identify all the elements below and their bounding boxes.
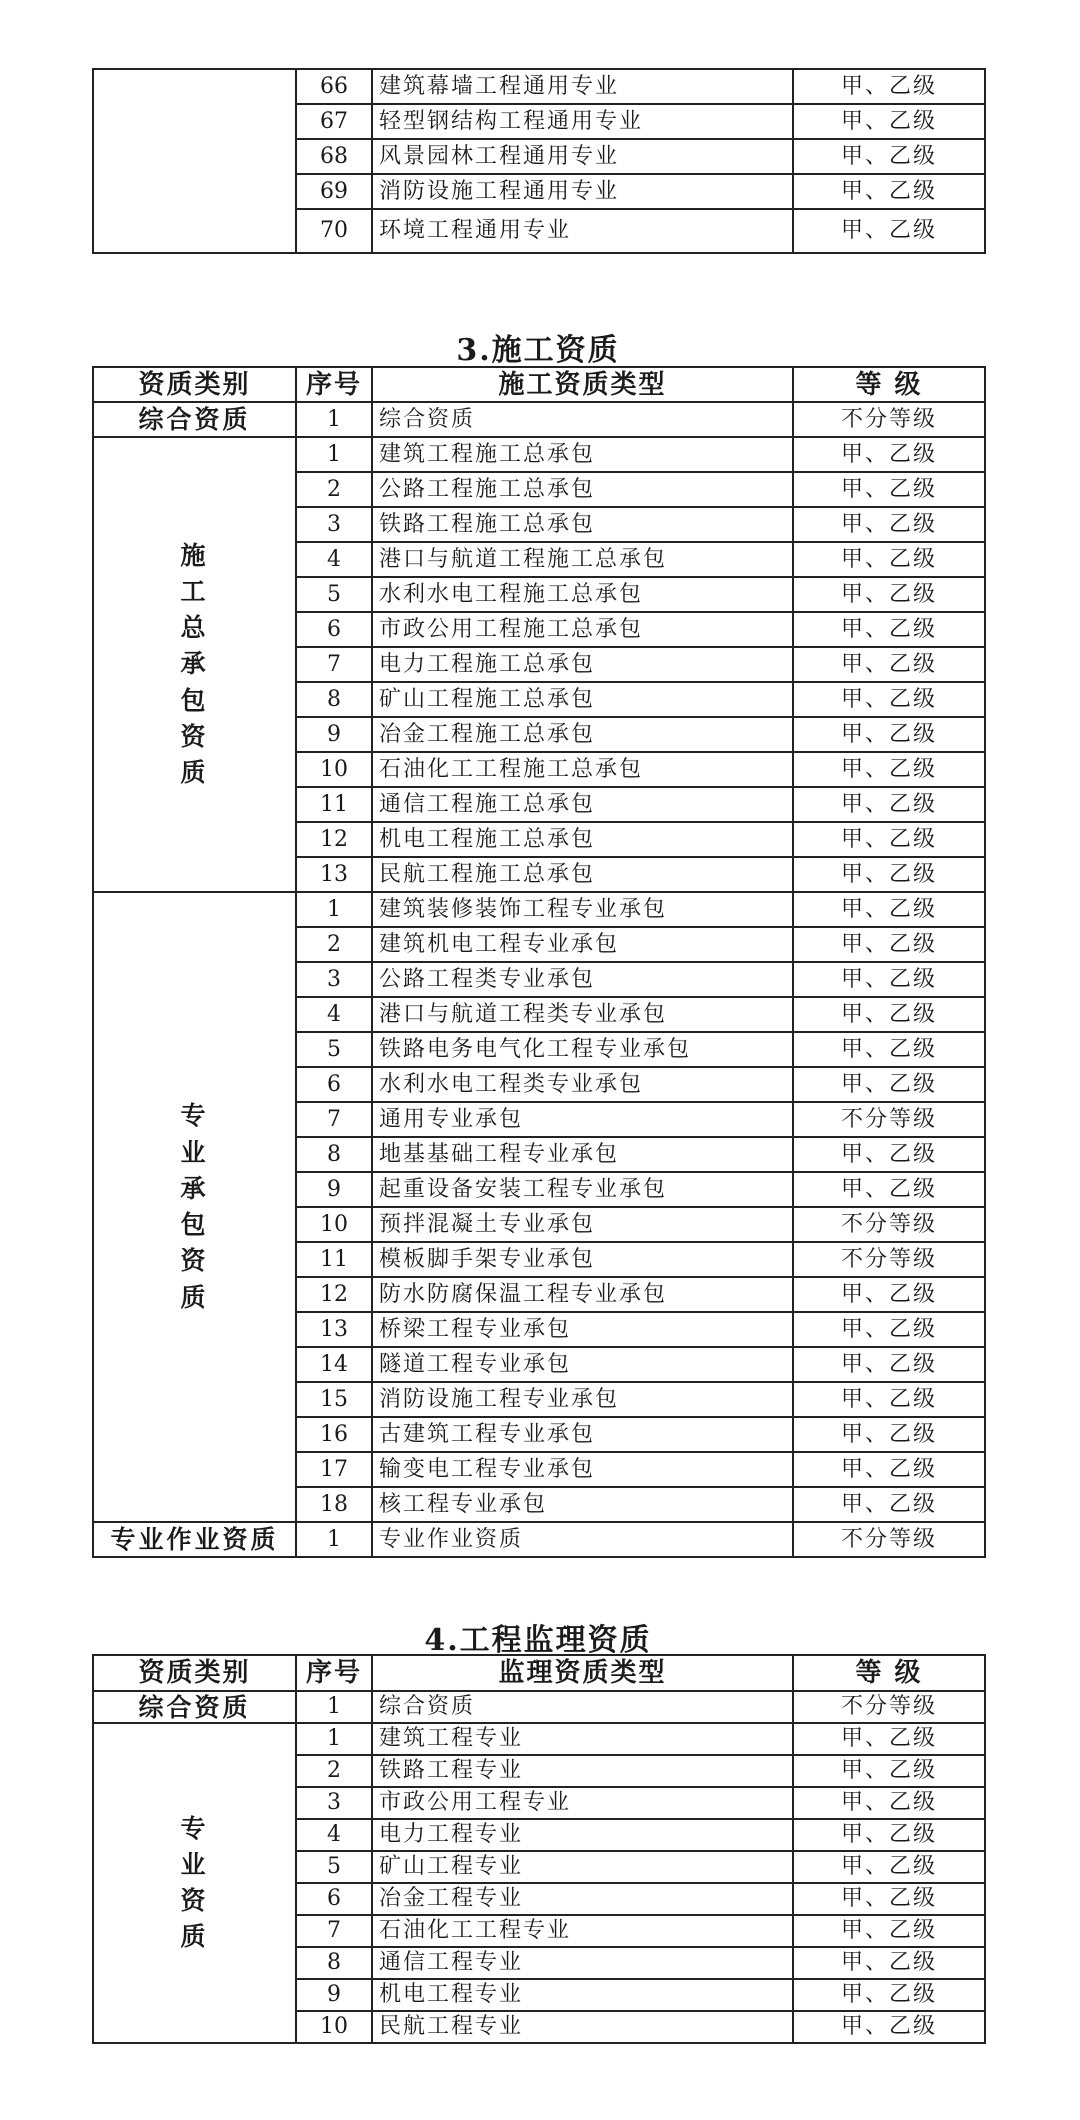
qualification-type: 风景园林工程通用专业 (372, 139, 793, 174)
qualification-type: 石油化工工程施工总承包 (372, 752, 793, 787)
row-number: 4 (296, 997, 372, 1032)
grade: 甲、乙级 (793, 1067, 985, 1102)
construction-table-body (93, 402, 985, 1557)
category-char: 业 (180, 1849, 209, 1879)
row-number: 5 (296, 1851, 372, 1883)
design-table-body (93, 69, 985, 253)
category-char: 质 (180, 1282, 209, 1312)
grade: 甲、乙级 (793, 1819, 985, 1851)
category-char: 施 (180, 540, 209, 570)
row-number: 10 (296, 752, 372, 787)
qualification-type: 通信工程专业 (372, 1947, 793, 1979)
header-grade: 等 级 (793, 1655, 985, 1691)
table-row (93, 69, 985, 104)
grade: 甲、乙级 (793, 612, 985, 647)
category-char: 质 (180, 1922, 209, 1952)
qualification-type: 桥梁工程专业承包 (372, 1312, 793, 1347)
header-grade: 等 级 (793, 367, 985, 402)
grade: 甲、乙级 (793, 1137, 985, 1172)
row-number: 5 (296, 1032, 372, 1067)
grade: 甲、乙级 (793, 1787, 985, 1819)
row-number: 13 (296, 1312, 372, 1347)
grade: 甲、乙级 (793, 1417, 985, 1452)
qualification-type: 港口与航道工程施工总承包 (372, 542, 793, 577)
row-number: 11 (296, 787, 372, 822)
qualification-type: 市政公用工程专业 (372, 1787, 793, 1819)
qualification-type: 石油化工工程专业 (372, 1915, 793, 1947)
row-number: 12 (296, 822, 372, 857)
qualification-type: 预拌混凝土专业承包 (372, 1207, 793, 1242)
grade: 甲、乙级 (793, 472, 985, 507)
qualification-type: 铁路电务电气化工程专业承包 (372, 1032, 793, 1067)
category-char: 资 (180, 1886, 209, 1915)
category-char: 工 (180, 576, 209, 606)
qualification-type: 专业作业资质 (372, 1522, 793, 1557)
row-number: 11 (296, 1242, 372, 1277)
category-char: 专 (180, 1101, 209, 1131)
row-number: 8 (296, 1137, 372, 1172)
row-number: 68 (296, 139, 372, 174)
grade: 甲、乙级 (793, 1032, 985, 1067)
qualification-type: 隧道工程专业承包 (372, 1347, 793, 1382)
design-qualification-table-continued (92, 68, 986, 254)
row-number: 8 (296, 682, 372, 717)
qualification-type: 综合资质 (372, 1691, 793, 1723)
qualification-type: 综合资质 (372, 402, 793, 437)
row-number: 1 (296, 892, 372, 927)
table-row (93, 402, 985, 437)
header-row (93, 367, 985, 402)
qualification-type: 水利水电工程类专业承包 (372, 1067, 793, 1102)
qualification-type: 港口与航道工程类专业承包 (372, 997, 793, 1032)
grade: 甲、乙级 (793, 1883, 985, 1915)
grade: 甲、乙级 (793, 752, 985, 787)
row-number: 12 (296, 1277, 372, 1312)
category-general-contracting (93, 437, 296, 892)
grade: 不分等级 (793, 402, 985, 437)
qualification-type: 电力工程施工总承包 (372, 647, 793, 682)
row-number: 18 (296, 1487, 372, 1522)
row-number: 4 (296, 542, 372, 577)
qualification-type: 市政公用工程施工总承包 (372, 612, 793, 647)
header-row (93, 1655, 985, 1691)
grade: 甲、乙级 (793, 2011, 985, 2043)
qualification-type: 冶金工程专业 (372, 1883, 793, 1915)
row-number: 8 (296, 1947, 372, 1979)
category-char: 资 (180, 721, 209, 751)
row-number: 6 (296, 1067, 372, 1102)
qualification-type: 通用专业承包 (372, 1102, 793, 1137)
grade: 甲、乙级 (793, 892, 985, 927)
grade: 甲、乙级 (793, 857, 985, 892)
table-row (93, 1522, 985, 1557)
qualification-type: 输变电工程专业承包 (372, 1452, 793, 1487)
qualification-type: 古建筑工程专业承包 (372, 1417, 793, 1452)
grade: 不分等级 (793, 1102, 985, 1137)
grade: 甲、乙级 (793, 682, 985, 717)
category-specialty (93, 1723, 296, 2043)
header-type: 施工资质类型 (372, 367, 793, 402)
grade: 甲、乙级 (793, 927, 985, 962)
category-char: 包 (180, 1210, 209, 1239)
row-number: 1 (296, 402, 372, 437)
supervision-qualification-table (92, 1654, 986, 2044)
category-char: 业 (180, 1137, 209, 1167)
qualification-type: 冶金工程施工总承包 (372, 717, 793, 752)
qualification-type: 消防设施工程专业承包 (372, 1382, 793, 1417)
grade: 不分等级 (793, 1242, 985, 1277)
grade: 甲、乙级 (793, 104, 985, 139)
row-number: 15 (296, 1382, 372, 1417)
grade: 甲、乙级 (793, 1947, 985, 1979)
grade: 甲、乙级 (793, 1915, 985, 1947)
header-type: 监理资质类型 (372, 1655, 793, 1691)
grade: 甲、乙级 (793, 1723, 985, 1755)
header-category: 资质类别 (93, 1655, 296, 1691)
category-char: 资 (180, 1246, 209, 1276)
header-number: 序号 (296, 1655, 372, 1691)
grade: 甲、乙级 (793, 1172, 985, 1207)
qualification-type: 铁路工程专业 (372, 1755, 793, 1787)
qualification-type: 矿山工程专业 (372, 1851, 793, 1883)
qualification-type: 起重设备安装工程专业承包 (372, 1172, 793, 1207)
header-number: 序号 (296, 367, 372, 402)
grade: 甲、乙级 (793, 1277, 985, 1312)
grade: 甲、乙级 (793, 997, 985, 1032)
row-number: 9 (296, 1979, 372, 2011)
row-number: 70 (296, 209, 372, 253)
row-number: 1 (296, 1691, 372, 1723)
qualification-type: 电力工程专业 (372, 1819, 793, 1851)
row-number: 69 (296, 174, 372, 209)
row-number: 17 (296, 1452, 372, 1487)
row-number: 2 (296, 1755, 372, 1787)
qualification-type: 铁路工程施工总承包 (372, 507, 793, 542)
table-row (93, 892, 985, 927)
qualification-type: 建筑工程施工总承包 (372, 437, 793, 472)
grade: 不分等级 (793, 1207, 985, 1242)
grade: 甲、乙级 (793, 717, 985, 752)
qualification-type: 消防设施工程通用专业 (372, 174, 793, 209)
row-number: 4 (296, 1819, 372, 1851)
row-number: 13 (296, 857, 372, 892)
qualification-type: 机电工程施工总承包 (372, 822, 793, 857)
qualification-type: 民航工程专业 (372, 2011, 793, 2043)
qualification-type: 地基基础工程专业承包 (372, 1137, 793, 1172)
row-number: 66 (296, 69, 372, 104)
row-number: 9 (296, 1172, 372, 1207)
grade: 甲、乙级 (793, 822, 985, 857)
qualification-type: 核工程专业承包 (372, 1487, 793, 1522)
qualification-type: 机电工程专业 (372, 1979, 793, 2011)
qualification-type: 建筑装修装饰工程专业承包 (372, 892, 793, 927)
table-row (93, 1691, 985, 1723)
qualification-type: 民航工程施工总承包 (372, 857, 793, 892)
qualification-type: 矿山工程施工总承包 (372, 682, 793, 717)
grade: 甲、乙级 (793, 209, 985, 253)
grade: 甲、乙级 (793, 139, 985, 174)
grade: 不分等级 (793, 1691, 985, 1723)
grade: 甲、乙级 (793, 1312, 985, 1347)
qualification-type: 建筑幕墙工程通用专业 (372, 69, 793, 104)
qualification-type: 防水防腐保温工程专业承包 (372, 1277, 793, 1312)
row-number: 14 (296, 1347, 372, 1382)
category-char: 总 (180, 613, 209, 643)
category-char: 承 (180, 649, 209, 679)
row-number: 9 (296, 717, 372, 752)
grade: 甲、乙级 (793, 1851, 985, 1883)
row-number: 7 (296, 1102, 372, 1137)
grade: 甲、乙级 (793, 577, 985, 612)
table-header (93, 1655, 985, 1691)
grade: 甲、乙级 (793, 1347, 985, 1382)
grade: 甲、乙级 (793, 1452, 985, 1487)
qualification-type: 轻型钢结构工程通用专业 (372, 104, 793, 139)
section-title-supervision: 4.工程监理资质 (424, 1623, 652, 1658)
row-number: 3 (296, 962, 372, 997)
category-char: 包 (180, 685, 209, 715)
grade: 甲、乙级 (793, 542, 985, 577)
grade: 甲、乙级 (793, 507, 985, 542)
table-row (93, 1723, 985, 1755)
qualification-type: 建筑工程专业 (372, 1723, 793, 1755)
grade: 甲、乙级 (793, 647, 985, 682)
category-specialty-work: 专业作业资质 (93, 1522, 296, 1557)
row-number: 7 (296, 647, 372, 682)
grade: 甲、乙级 (793, 69, 985, 104)
row-number: 1 (296, 1522, 372, 1557)
row-number: 1 (296, 437, 372, 472)
row-number: 6 (296, 612, 372, 647)
qualification-type: 建筑机电工程专业承包 (372, 927, 793, 962)
grade: 不分等级 (793, 1522, 985, 1557)
row-number: 3 (296, 1787, 372, 1819)
category-char: 质 (180, 758, 209, 788)
row-number: 5 (296, 577, 372, 612)
header-category: 资质类别 (93, 367, 296, 402)
grade: 甲、乙级 (793, 437, 985, 472)
table-row (93, 437, 985, 472)
qualification-type: 模板脚手架专业承包 (372, 1242, 793, 1277)
category-specialty-contracting (93, 892, 296, 1522)
supervision-table-body (93, 1691, 985, 2043)
qualification-type: 环境工程通用专业 (372, 209, 793, 253)
row-number: 16 (296, 1417, 372, 1452)
qualification-type: 公路工程类专业承包 (372, 962, 793, 997)
row-number: 10 (296, 2011, 372, 2043)
grade: 甲、乙级 (793, 787, 985, 822)
category-general: 综合资质 (93, 402, 296, 437)
row-number: 1 (296, 1723, 372, 1755)
grade: 甲、乙级 (793, 1487, 985, 1522)
row-number: 2 (296, 927, 372, 962)
table-header (93, 367, 985, 402)
row-number: 10 (296, 1207, 372, 1242)
category-general: 综合资质 (93, 1691, 296, 1723)
grade: 甲、乙级 (793, 174, 985, 209)
grade: 甲、乙级 (793, 962, 985, 997)
row-number: 7 (296, 1915, 372, 1947)
grade: 甲、乙级 (793, 1755, 985, 1787)
qualification-type: 水利水电工程施工总承包 (372, 577, 793, 612)
row-number: 6 (296, 1883, 372, 1915)
row-number: 67 (296, 104, 372, 139)
grade: 甲、乙级 (793, 1979, 985, 2011)
section-title-construction: 3.施工资质 (456, 333, 620, 368)
row-number: 3 (296, 507, 372, 542)
grade: 甲、乙级 (793, 1382, 985, 1417)
qualification-type: 公路工程施工总承包 (372, 472, 793, 507)
category-char: 专 (180, 1813, 209, 1843)
construction-qualification-table (92, 366, 986, 1558)
category-char: 承 (180, 1173, 209, 1203)
category-cell-blank (93, 69, 296, 253)
row-number: 2 (296, 472, 372, 507)
qualification-type: 通信工程施工总承包 (372, 787, 793, 822)
